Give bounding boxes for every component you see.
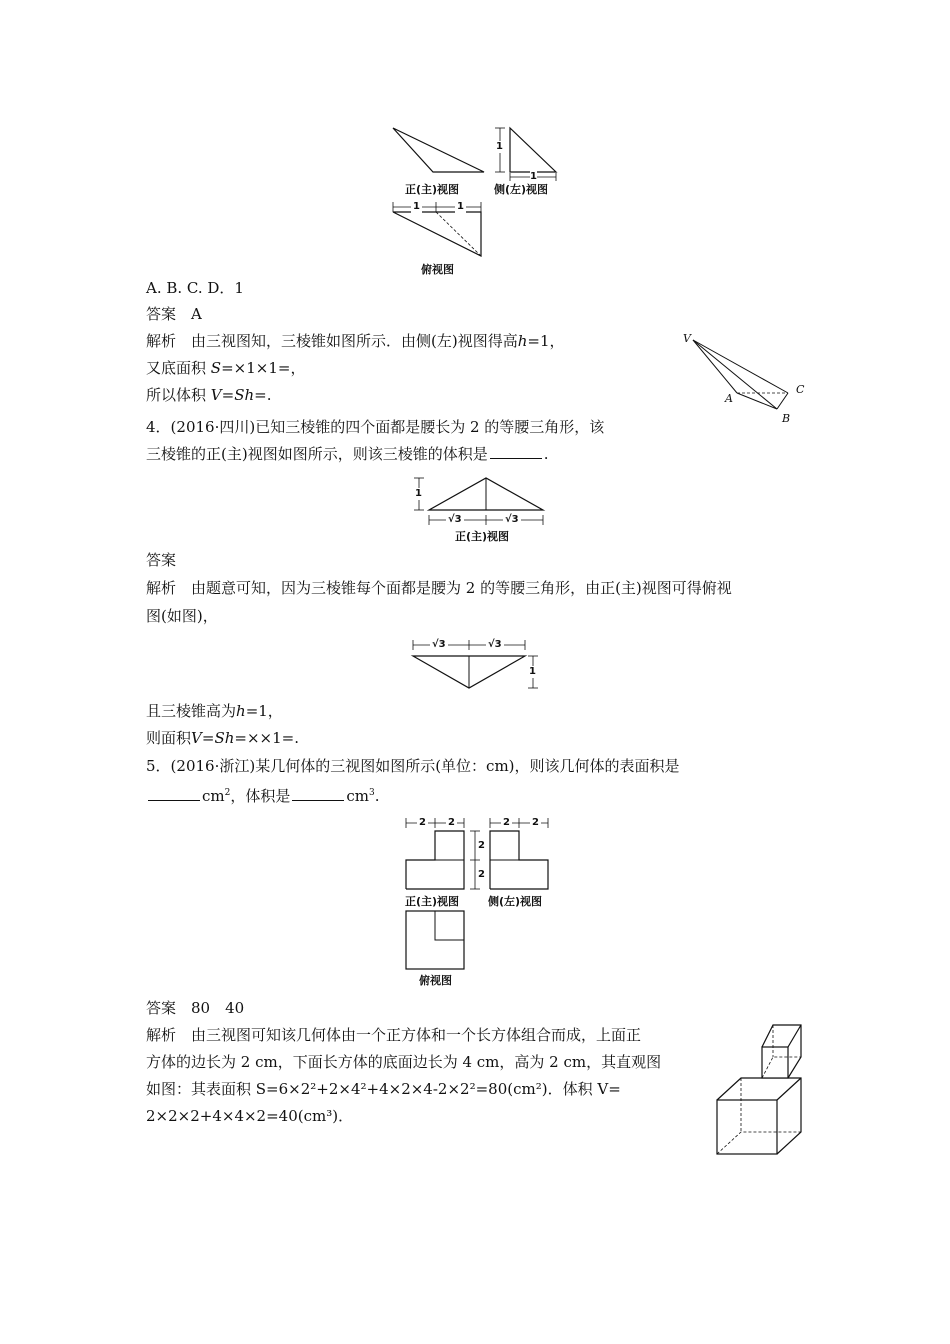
q3-answer: 答案 A: [146, 305, 202, 323]
q3-pyramid-label-c: C: [796, 383, 805, 396]
q4-front-dim-w2: √3: [505, 514, 519, 525]
q3-options: A. B. C. D．1: [146, 279, 244, 297]
q5-side-caption: 侧(左)视图: [488, 895, 543, 908]
q3-top-dim-1: 1: [413, 201, 420, 212]
q4-top-dim-h: 1: [529, 666, 536, 677]
q3-top-dim-2: 1: [457, 201, 464, 212]
q5-front-dim-1: 2: [419, 817, 426, 828]
q5-solution-line3: 如图：其表面积 S=6×2²+2×4²+4×2×4-2×2²=80(cm²)．体积 V=: [146, 1080, 621, 1098]
q5-solution-line4: 2×2×2+4×4×2=40(cm³)．: [146, 1107, 354, 1125]
q4-answer: 答案: [146, 551, 177, 569]
q5-side-dim-2: 2: [532, 817, 539, 828]
q4-solution-line1: 解析 由题意可知，因为三棱锥每个面都是腰为 2 的等腰三角形，由正(主)视图可得俯视: [146, 579, 732, 597]
q3-front-caption: 正(主)视图: [405, 183, 460, 196]
q4-solution-line2: 图(如图)，: [146, 607, 218, 625]
q4-question-line1: 4．(2016·四川)已知三棱锥的四个面都是腰长为 2 的等腰三角形，该: [146, 418, 605, 436]
q5-question-line1: 5．(2016·浙江)某几何体的三视图如图所示(单位：cm)，则该几何体的表面积是: [146, 757, 680, 775]
q5-question-line2: $cm^2$，体积是 $cm^3$.: [146, 783, 380, 806]
q5-answer: 答案 80 40: [146, 999, 245, 1017]
q3-solution-line3: 所以体积 V=Sh=.: [146, 386, 272, 404]
q4-top-dim-w2: √3: [488, 639, 502, 650]
q5-front-caption: 正(主)视图: [405, 895, 460, 908]
q4-front-caption: 正(主)视图: [455, 530, 510, 543]
q4-solution-line3: 且三棱锥高为h=1，: [146, 702, 283, 720]
q4-solution-line4: 则面积V=Sh=××1=.: [146, 729, 299, 747]
q3-pyramid-label-a: A: [725, 392, 733, 405]
q5-vert-dim-2: 2: [478, 869, 485, 880]
q5-solution-line1: 解析 由三视图可知该几何体由一个正方体和一个长方体组合而成，上面正: [146, 1026, 642, 1044]
q3-pyramid-label-v: V: [683, 332, 691, 345]
q5-vert-dim-1: 2: [478, 840, 485, 851]
q5-top-caption: 俯视图: [419, 974, 452, 987]
q5-front-dim-2: 2: [448, 817, 455, 828]
q4-front-dim-h: 1: [415, 488, 422, 499]
q3-solution-line2: 又底面积 S=×1×1=，: [146, 359, 306, 377]
q4-top-dim-w1: √3: [432, 639, 446, 650]
q3-side-caption: 侧(左)视图: [494, 183, 549, 196]
q5-side-dim-1: 2: [503, 817, 510, 828]
q3-side-dim-w: 1: [530, 171, 537, 182]
q3-solution-line1: 解析 由三视图知，三棱锥如图所示．由侧(左)视图得高h=1，: [146, 332, 565, 350]
q4-front-dim-w1: √3: [448, 514, 462, 525]
q3-pyramid-label-b: B: [782, 412, 791, 425]
q5-solution-line2: 方体的边长为 2 cm，下面长方体的底面边长为 4 cm，高为 2 cm，其直观图: [146, 1053, 662, 1071]
q3-side-dim-h: 1: [496, 141, 503, 152]
q3-top-caption: 俯视图: [421, 263, 454, 276]
q4-question-line2: 三棱锥的正(主)视图如图所示，则该三棱锥的体积是 .: [146, 445, 549, 463]
